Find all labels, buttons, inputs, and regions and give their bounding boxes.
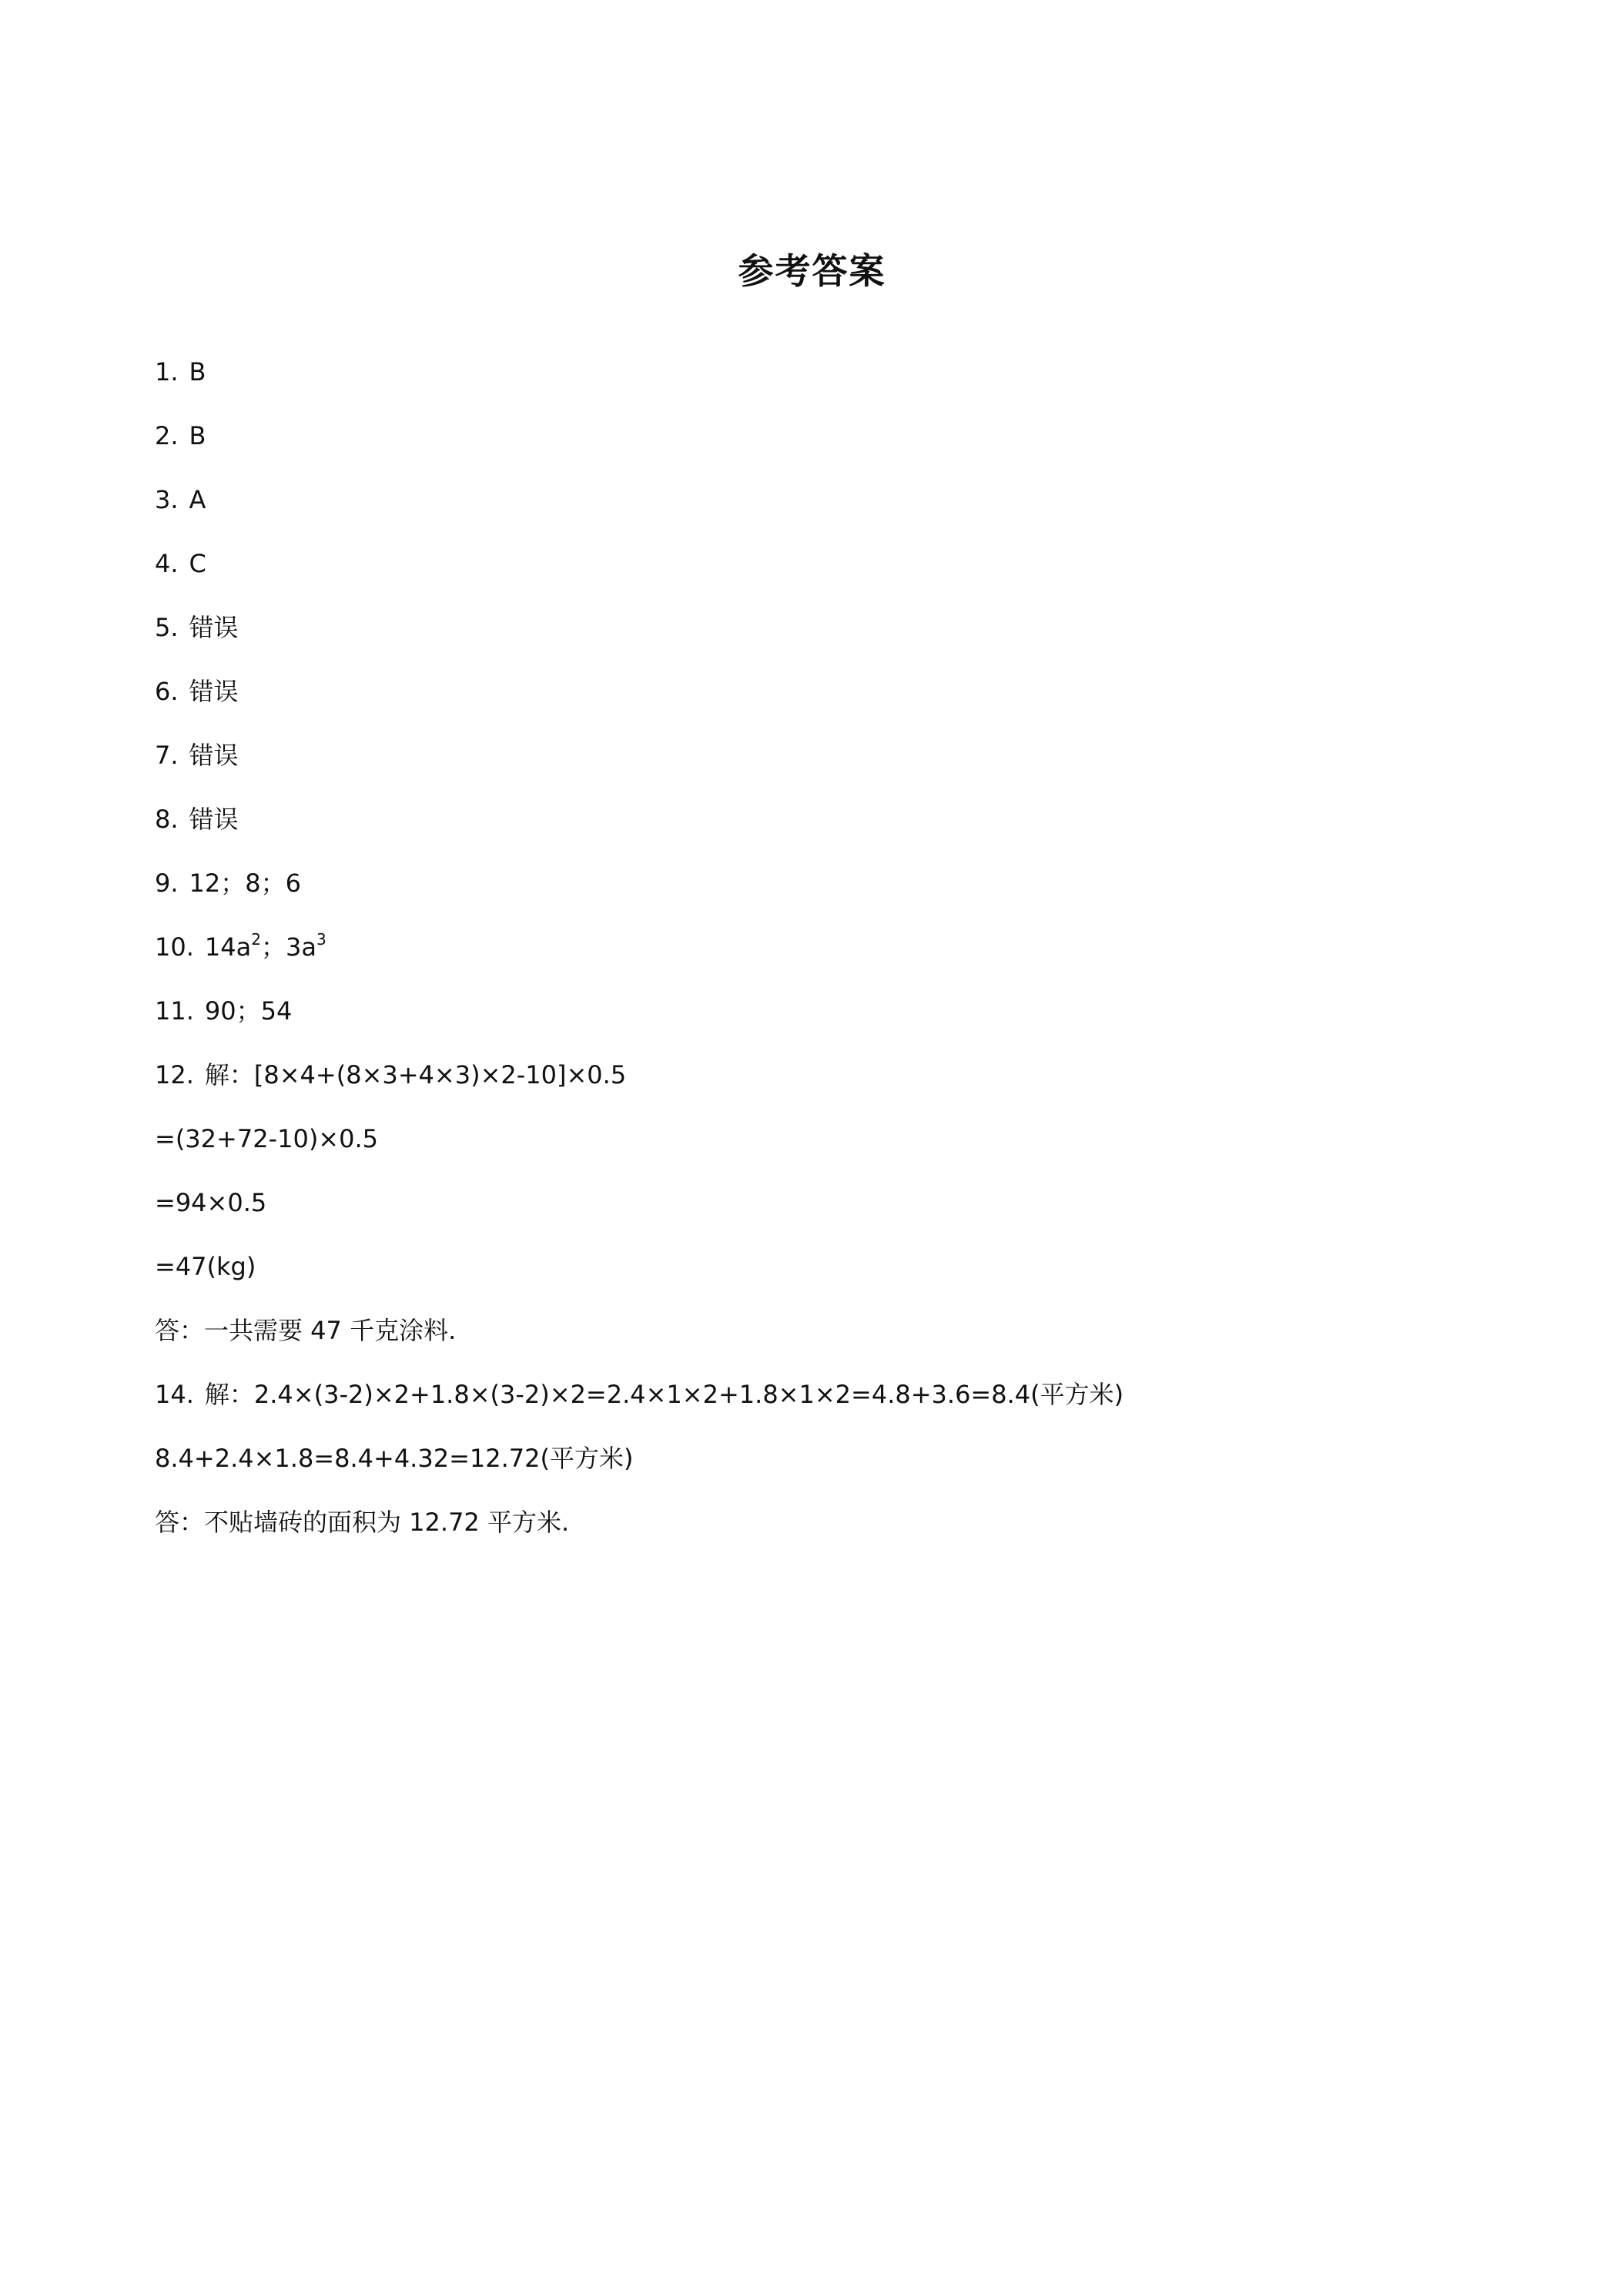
answer-number: 10.: [155, 932, 194, 962]
answer-text: 错误: [189, 741, 239, 770]
answer-number: 5.: [155, 613, 179, 642]
answer-text: 解：2.4×(3-2)×2+1.8×(3-2)×2=2.4×1×2+1.8×1×2=4.8+3.6=8.4(平方米): [204, 1380, 1124, 1409]
answer-line-5: [155, 605, 1479, 669]
solution-step: [155, 1180, 1479, 1244]
answer-statement: [155, 1308, 1479, 1372]
answer-line-8: [155, 797, 1479, 861]
answer-number: 11.: [155, 996, 194, 1026]
answer-line-7: [155, 733, 1479, 797]
answer-number: 8.: [155, 805, 179, 834]
answer-line-6: [155, 669, 1479, 733]
answer-line-12: [155, 1053, 1479, 1116]
solution-step: [155, 1436, 1479, 1500]
answer-number: 6.: [155, 677, 179, 706]
answer-text-a: 14a: [204, 932, 252, 962]
answer-statement-text: 答：一共需要 47 千克涂料.: [155, 1316, 457, 1345]
answer-text: B: [189, 357, 206, 387]
answer-text: 错误: [189, 613, 239, 642]
solution-text: =(32+72-10)×0.5: [155, 1124, 378, 1153]
answer-text: 12；8；6: [189, 869, 301, 898]
answer-number: 3.: [155, 485, 179, 514]
answer-text-sep: ；3a: [260, 932, 316, 962]
answer-statement: [155, 1500, 1479, 1564]
answer-line-9: [155, 861, 1479, 925]
answer-line-14: [155, 1372, 1479, 1436]
solution-step: [155, 1116, 1479, 1180]
answer-text: 90；54: [204, 996, 293, 1026]
answer-text: 错误: [189, 805, 239, 834]
solution-step: [155, 1244, 1479, 1308]
answer-line-2: [155, 413, 1479, 477]
answer-number: 1.: [155, 357, 179, 387]
superscript-2: 2: [251, 930, 261, 949]
answer-text: B: [189, 421, 206, 450]
answer-number: 14.: [155, 1380, 194, 1409]
page-title: 参考答案: [738, 250, 886, 292]
answer-number: 12.: [155, 1060, 194, 1089]
solution-text: 8.4+2.4×1.8=8.4+4.32=12.72(平方米): [155, 1444, 634, 1473]
answer-text: C: [189, 549, 206, 578]
answer-line-11: [155, 989, 1479, 1053]
answer-list: [155, 350, 1479, 1564]
answer-line-10: [155, 925, 1479, 989]
answer-line-1: [155, 350, 1479, 413]
superscript-3: 3: [316, 930, 326, 949]
answer-text: 解：[8×4+(8×3+4×3)×2-10]×0.5: [204, 1060, 627, 1089]
answer-number: 9.: [155, 869, 179, 898]
answer-statement-text: 答：不贴墙砖的面积为 12.72 平方米.: [155, 1508, 570, 1537]
answer-number: 4.: [155, 549, 179, 578]
solution-text: =94×0.5: [155, 1188, 267, 1217]
answer-number: 2.: [155, 421, 179, 450]
answer-text: A: [189, 485, 206, 514]
solution-text: =47(kg): [155, 1252, 256, 1281]
answer-text: 错误: [189, 677, 239, 706]
answer-number: 7.: [155, 741, 179, 770]
answer-line-4: [155, 541, 1479, 605]
answer-line-3: [155, 477, 1479, 541]
